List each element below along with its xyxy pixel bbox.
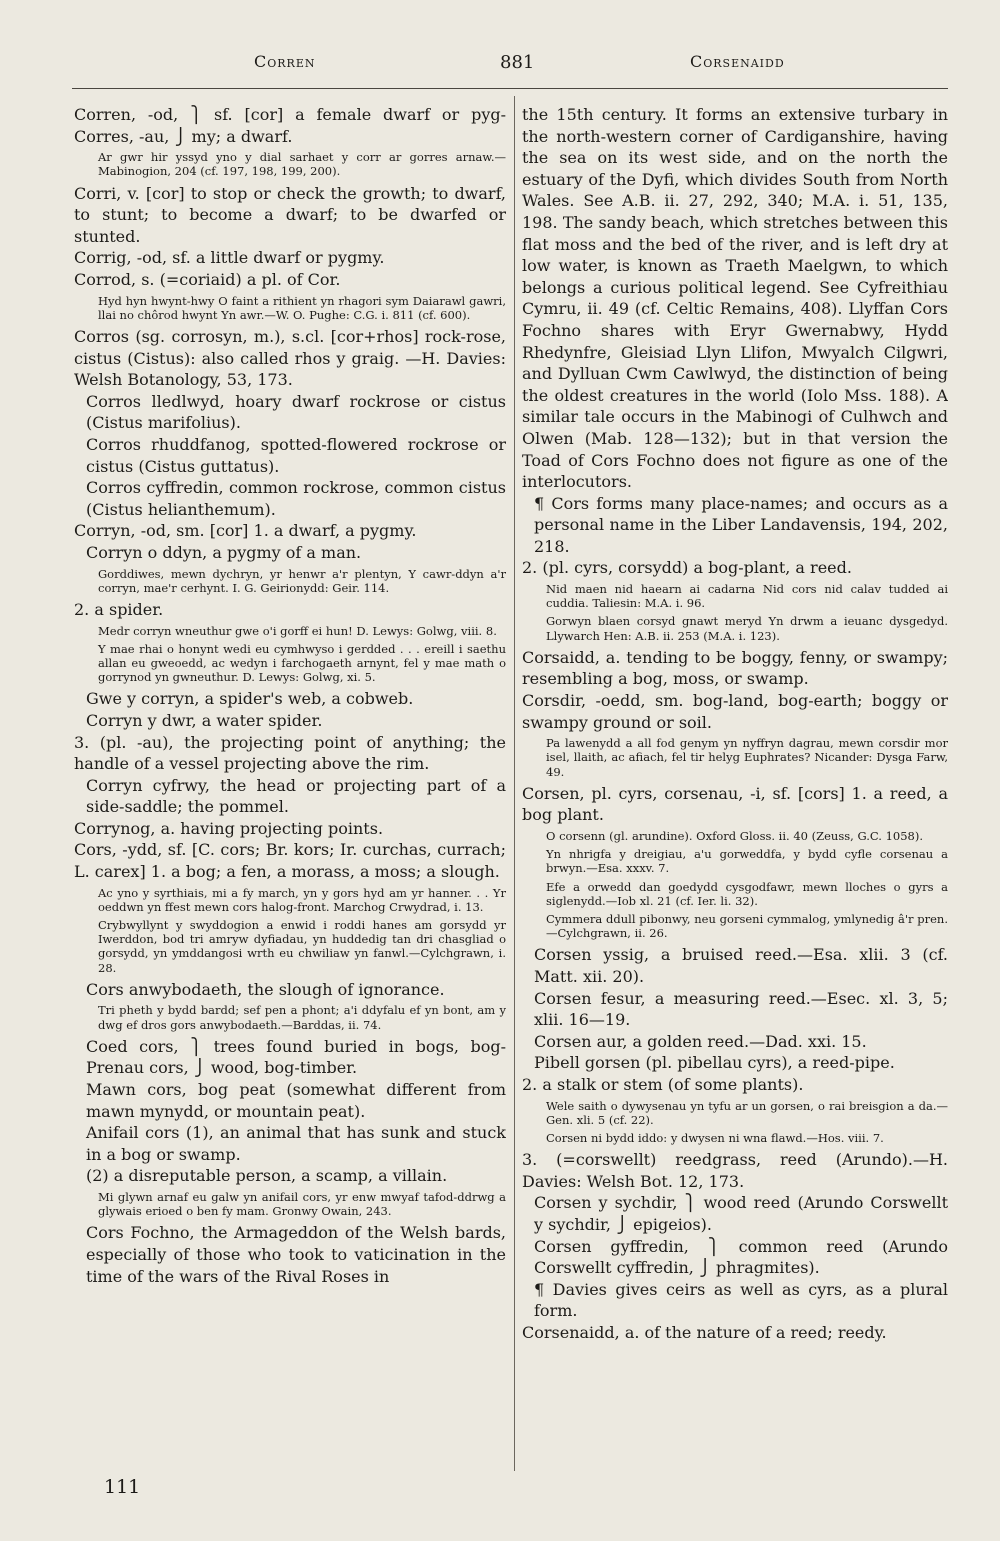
entry: Corren, -od, ⎫ sf. [cor] a female dwarf or pyg- Corres, -au, ⎭ my; a dwarf.: [74, 105, 506, 146]
citation: Medr corryn wneuthur gwe o'i gorff ei hun! D. Lewys: Golwg, viii. 8.: [98, 623, 497, 638]
sub-entry: Pibell gorsen (pl. pibellau cyrs), a reed-pipe.: [534, 1053, 895, 1073]
sub-entry: Corsen gyffredin, ⎫ common reed (Arundo Corswellt cyffredin, ⎭ phragmites).: [534, 1236, 948, 1278]
entry: 3. (pl. -au), the projecting point of anything; the handle of a vessel projecting above the rim.: [74, 732, 506, 774]
entry: Cors, -ydd, sf. [C. cors; Br. kors; Ir. curchas, currach; L. carex] 1. a bog; a fen, a morass, a moss; a slough.: [74, 840, 506, 882]
sub-entry: Anifail cors (1), an animal that has sunk and stuck in a bog or swamp.: [86, 1123, 506, 1164]
citation: Yn nhrigfa y dreigiau, a'u gorweddfa, y bydd cyfle corsenau a brwyn.—Esa. xxxv. 7.: [546, 847, 948, 876]
citation: Ac yno y syrthiais, mi a fy march, yn y gors hyd am yr hanner. . . Yr oeddwn yn ffest mewn cors halog-front. Marchog Crwydrad, i. 13.: [98, 885, 506, 914]
entry: 3. (=corswellt) reedgrass, reed (Arundo).—H. Davies: Welsh Bot. 12, 173.: [522, 1150, 948, 1191]
sub-entry: Gwe y corryn, a spider's web, a cobweb.: [86, 689, 414, 709]
entry: Corros (sg. corrosyn, m.), s.cl. [cor+rhos] rock-rose, cistus (Cistus): also called rhos y graig. —H. Davies: Welsh Botanology, 53, 173.: [74, 326, 506, 390]
citation: Ar gwr hir yssyd yno y dial sarhaet y corr ar gorres arnaw.—Mabinogion, 204 (cf. 197, 198, 199, 200).: [98, 150, 506, 179]
entry: 2. a stalk or stem (of some plants).: [522, 1075, 804, 1095]
sub-entry: Mawn cors, bog peat (somewhat different from mawn mynydd, or mountain peat).: [86, 1080, 506, 1121]
sub-entry: Corros cyffredin, common rockrose, common cistus (Cistus helianthemum).: [86, 478, 506, 519]
entry: Corsaidd, a. tending to be boggy, fenny, or swampy; resembling a bog, moss, or swamp.: [522, 647, 948, 689]
page-number-top: 881: [500, 52, 535, 73]
citation: Mi glywn arnaf eu galw yn anifail cors, yr enw mwyaf tafod-ddrwg a glywais erioed o ben fy mam. Gronwy Owain, 243.: [98, 1190, 506, 1219]
citation: Gorwyn blaen corsyd gnawt meryd Yn drwm a ieuanc dysgedyd. Llywarch Hen: A.B. ii. 253 (M.A. i. 123).: [546, 614, 948, 643]
citation: Pa lawenydd a all fod genym yn nyffryn dagrau, mewn corsdir mor isel, llaith, ac afiach, fel tir helyg Euphrates? Nicander: Dysga Farw, 49.: [546, 736, 948, 779]
sub-entry: Corryn o ddyn, a pygmy of a man.: [86, 542, 362, 562]
sub-entry: Corros lledlwyd, hoary dwarf rockrose or cistus (Cistus marifolius).: [86, 391, 506, 433]
sub-entry: ¶ Davies gives ceirs as well as cyrs, as a plural form.: [534, 1279, 948, 1321]
entry: 2. (pl. cyrs, corsydd) a bog-plant, a reed.: [522, 558, 852, 578]
sub-entry: Corsen fesur, a measuring reed.—Esec. xl. 3, 5; xlii. 16—19.: [534, 988, 948, 1030]
entry: Corri, v. [cor] to stop or check the growth; to dwarf, to stunt; to become a dwarf; to be dwarfed or stunted.: [74, 183, 506, 246]
sub-entry: Cors Fochno, the Armageddon of the Welsh bards, especially of those who took to vaticination in the time of the wars of the Rival Roses in: [86, 1223, 506, 1286]
column-divider: [514, 96, 515, 1471]
entry: 2. a spider.: [74, 599, 164, 619]
citation: Wele saith o dywysenau yn tyfu ar un gorsen, o rai breisgion a da.—Gen. xli. 5 (cf. 22).: [546, 1098, 948, 1127]
signature-number: 111: [104, 1476, 141, 1498]
entry: the 15th century. It forms an extensive turbary in the north-western corner of Cardiganshire, having the sea on its west side, and on the north the estuary of the Dyfi, which divides South from North Wales. See A.B. ii. 27, 292, 340; M.A. i. 51, 135, 198. The sandy beach, which stretches between this flat moss and the bed of the river, and is left dry at low water, is known as Traeth Maelgwn, to which belongs a curious political legend. See Cyfreithiau Cymru, ii. 49 (cf. Celtic Remains, 408). Llyffan Cors Fochno shares with Eryr Gwernabwy, Hydd Rhedynfre, Gleisiad Llyn Llifon, Mwyalch Cilgwri, and Dylluan Cwm Cawlwyd, the distinction of being the oldest creatures in the world (Iolo Mss. 188). A similar tale occurs in the Mabinogi of Culhwch and Olwen (Mab. 128—132); but in that version the Toad of Cors Fochno does not figure as one of the interlocutors.: [522, 105, 948, 492]
citation: Y mae rhai o honynt wedi eu cymhwyso i gerdded . . . ereill i saethu allan eu gweoedd, ac wedyn i farchogaeth arnynt, fel y mae math o gorrynod yn gwneuthur. D. Lewys: Golwg, xi. 5.: [98, 641, 506, 685]
header-rule: [72, 88, 948, 89]
citation: Hyd hyn hwynt-hwy O faint a rithient yn rhagori sym Daiarawl gawri, llai no chôrod hwynt Yn awr.—W. O. Pughe: C.G. i. 811 (cf. 600).: [98, 293, 506, 322]
citation: Tri pheth y bydd bardd; sef pen a phont; a'i ddyfalu ef yn bont, am y dwg ef dros gors anwybodaeth.—Barddas, ii. 74.: [98, 1003, 506, 1032]
sub-entry: (2) a disreputable person, a scamp, a villain.: [86, 1166, 448, 1186]
entry: Corrod, s. (=coriaid) a pl. of Cor.: [74, 269, 341, 289]
entry: Corryn, -od, sm. [cor] 1. a dwarf, a pygmy.: [74, 521, 417, 541]
entry: Corrynog, a. having projecting points.: [74, 818, 384, 838]
right-column: [522, 104, 948, 1504]
sub-entry: Corsen yssig, a bruised reed.—Esa. xlii. 3 (cf. Matt. xii. 20).: [534, 945, 948, 987]
citation: Efe a orwedd dan goedydd cysgodfawr, mewn lloches o gyrs a siglenydd.—Iob xl. 21 (cf. Ier. li. 32).: [546, 879, 948, 908]
sub-entry: Corsen aur, a golden reed.—Dad. xxi. 15.: [534, 1031, 867, 1051]
entry: Corsen, pl. cyrs, corsenau, -i, sf. [cors] 1. a reed, a bog plant.: [522, 783, 948, 825]
citation: Cymmera ddull pibonwy, neu gorseni cymmalog, ymlynedig â'r pren.—Cylchgrawn, ii. 26.: [546, 912, 948, 941]
citation: Crybwyllynt y swyddogion a enwid i roddi hanes am gorsydd yr Iwerddon, bod tri amryw dyfiadau, yn huddedig tan dri chasgliad o gorsydd, yn ymddangosi wrth eu chwiliaw yn fanwl.—Cylchgrawn, i. 28.: [98, 918, 506, 975]
entry: Corsenaidd, a. of the nature of a reed; reedy.: [522, 1322, 887, 1342]
sub-entry: Corryn y dwr, a water spider.: [86, 710, 323, 730]
running-head-left: Corren: [254, 52, 316, 71]
citation: Gorddiwes, mewn dychryn, yr henwr a'r plentyn, Y cawr-ddyn a'r corryn, mae'r cerhynt. I. G. Geirionydd: Geir. 114.: [98, 566, 506, 595]
sub-entry: Cors anwybodaeth, the slough of ignorance.: [86, 979, 445, 999]
running-head-right: Corsenaidd: [690, 52, 785, 71]
left-column: [74, 104, 506, 1504]
citation: Corsen ni bydd iddo: y dwysen ni wna flawd.—Hos. viii. 7.: [546, 1131, 884, 1146]
citation: Nid maen nid haearn ai cadarna Nid cors nid calav tudded ai cuddia. Taliesin: M.A. i. 96.: [546, 582, 948, 611]
sub-entry: ¶ Cors forms many place-names; and occurs as a personal name in the Liber Landavensis, 194, 202, 218.: [534, 493, 948, 556]
sub-entry: Corryn cyfrwy, the head or projecting part of a side-saddle; the pommel.: [86, 775, 506, 817]
sub-entry: Coed cors, ⎫ trees found buried in bogs, bog- Prenau cors, ⎭ wood, bog-timber.: [86, 1036, 506, 1078]
entry: Corsdir, -oedd, sm. bog-land, bog-earth; boggy or swampy ground or soil.: [522, 691, 948, 732]
citation: O corsenn (gl. arundine). Oxford Gloss. ii. 40 (Zeuss, G.C. 1058).: [546, 829, 923, 844]
sub-entry: Corsen y sychdir, ⎫ wood reed (Arundo Corswellt y sychdir, ⎭ epigeios).: [534, 1193, 948, 1235]
sub-entry: Corros rhuddfanog, spotted-flowered rockrose or cistus (Cistus guttatus).: [86, 434, 506, 476]
entry: Corrig, -od, sf. a little dwarf or pygmy.: [74, 248, 385, 268]
